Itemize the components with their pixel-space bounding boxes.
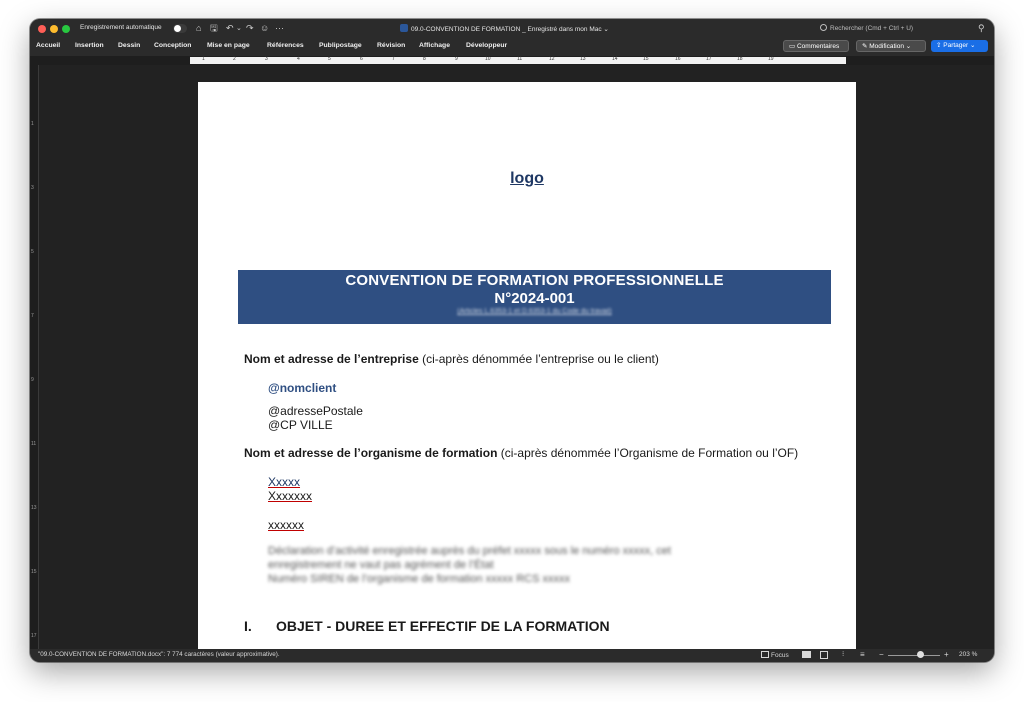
tab-insertion[interactable]: Insertion <box>75 42 104 49</box>
vruler-number: 5 <box>31 249 34 255</box>
title-bar <box>30 19 994 39</box>
search-icon <box>820 24 827 31</box>
of-heading: Nom et adresse de l’organisme de formation <box>244 446 498 460</box>
declaration-line-2: enregistrement ne vaut pas agrément de l’État <box>268 559 494 571</box>
comments-label: Commentaires <box>796 43 840 50</box>
ruler-number: 11 <box>517 56 523 62</box>
share-button[interactable] <box>931 40 988 52</box>
of-heading-line <box>244 446 798 460</box>
draft-icon[interactable]: ≡ <box>860 650 865 659</box>
ruler-number: 6 <box>360 56 363 62</box>
zoom-level[interactable]: 203 % <box>959 651 978 658</box>
word-window <box>30 19 994 662</box>
modification-button[interactable] <box>856 40 926 52</box>
vruler-number: 1 <box>31 121 34 127</box>
ruler-number: 2 <box>233 56 236 62</box>
vruler-number: 3 <box>31 185 34 191</box>
ruler-number: 12 <box>549 56 555 62</box>
of-line-2: Xxxxxxx <box>268 489 313 503</box>
home-icon[interactable]: ⌂ <box>196 23 202 33</box>
tab-developpeur[interactable]: Développeur <box>466 42 508 49</box>
redo-icon[interactable]: ↷ <box>246 23 254 33</box>
search-placeholder: Rechercher (Cmd + Ctrl + U) <box>830 25 914 32</box>
client-city: @CP VILLE <box>268 418 333 432</box>
comments-button[interactable] <box>783 40 849 52</box>
ruler-number: 15 <box>643 56 649 62</box>
tab-revision[interactable]: Révision <box>377 42 406 49</box>
client-address: @adressePostale <box>268 404 363 418</box>
zoom-in-button[interactable]: + <box>944 650 949 659</box>
zoom-out-button[interactable]: − <box>879 650 884 659</box>
ruler-number: 4 <box>297 56 300 62</box>
person-share-icon[interactable]: ⚲ <box>978 23 985 33</box>
undo-icon[interactable]: ↶ <box>226 23 234 33</box>
document-page[interactable] <box>198 82 856 649</box>
declaration-line-1: Déclaration d’activité enregistrée auprès du préfet xxxxx sous le numéro xxxxx, cet <box>268 545 671 557</box>
tab-mise-en-page[interactable]: Mise en page <box>207 42 250 49</box>
share-icon: ⇪ <box>936 42 944 49</box>
modification-label: Modification ⌄ <box>869 43 912 50</box>
tab-affichage[interactable]: Affichage <box>419 42 450 49</box>
close-window-button[interactable] <box>38 25 46 33</box>
of-line-1: Xxxxx <box>268 475 301 489</box>
web-layout-icon[interactable] <box>820 651 828 659</box>
zoom-slider-handle[interactable] <box>917 651 924 658</box>
autosave-toggle[interactable] <box>173 24 187 33</box>
ruler-number: 10 <box>485 56 491 62</box>
document-title-text: 09.0-CONVENTION DE FORMATION _ Enregistré dans mon Mac ⌄ <box>411 26 609 33</box>
share-label: Partager ⌄ <box>943 42 976 49</box>
banner-number: N°2024-001 <box>494 290 575 307</box>
autosave-label: Enregistrement automatique <box>80 24 162 31</box>
ruler-number: 18 <box>737 56 743 62</box>
outline-icon[interactable]: ⁝ <box>842 651 845 658</box>
word-doc-icon <box>400 24 408 32</box>
save-icon[interactable]: 🖫 <box>210 23 218 33</box>
tab-dessin[interactable]: Dessin <box>118 42 141 49</box>
focus-button[interactable] <box>761 651 789 659</box>
ruler-number: 9 <box>455 56 458 62</box>
banner-articles: (Articles L.6353-1 et D.6353-1 du Code du travail) <box>457 308 612 315</box>
minimize-window-button[interactable] <box>50 25 58 33</box>
client-name: @nomclient <box>268 381 337 395</box>
search-field[interactable] <box>820 24 913 32</box>
character-count[interactable]: "09.0-CONVENTION DE FORMATION.docx": 7 774 caractères (valeur approximative). <box>38 651 280 658</box>
comment-icon: ▭ <box>789 43 797 50</box>
logo-placeholder: logo <box>510 170 544 187</box>
ruler-number: 1 <box>202 56 205 62</box>
share-sheet-icon[interactable]: ☺ <box>260 23 270 33</box>
tab-references[interactable]: Références <box>267 42 304 49</box>
ruler-number: 17 <box>706 56 712 62</box>
section-1-title: OBJET - DUREE ET EFFECTIF DE LA FORMATION <box>276 618 610 634</box>
vruler-number: 7 <box>31 313 34 319</box>
vruler-number: 13 <box>31 505 37 511</box>
document-canvas[interactable] <box>39 65 994 649</box>
title-banner <box>238 270 831 324</box>
company-heading: Nom et adresse de l’entreprise <box>244 352 419 366</box>
section-1-number: I. <box>244 618 252 634</box>
ruler-number: 8 <box>423 56 426 62</box>
vruler-number: 15 <box>31 569 37 575</box>
more-icon[interactable]: ··· <box>275 23 284 33</box>
company-heading-line <box>244 352 659 366</box>
section-1-heading <box>244 618 610 634</box>
ribbon-tabs <box>30 39 994 56</box>
tab-conception[interactable]: Conception <box>154 42 192 49</box>
banner-title: CONVENTION DE FORMATION PROFESSIONNELLE <box>345 272 724 289</box>
of-line-3: xxxxxx <box>268 518 304 532</box>
tab-publipostage[interactable]: Publipostage <box>319 42 362 49</box>
ruler-number: 7 <box>392 56 395 62</box>
vruler-number: 17 <box>31 633 37 639</box>
vruler-number: 9 <box>31 377 34 383</box>
zoom-window-button[interactable] <box>62 25 70 33</box>
toggle-knob <box>174 25 181 32</box>
ruler-number: 19 <box>768 56 774 62</box>
print-layout-icon[interactable] <box>802 651 811 658</box>
vertical-ruler[interactable] <box>30 65 39 649</box>
pencil-icon: ✎ <box>862 43 870 50</box>
of-note: (ci-après dénommée l’Organisme de Formation ou l’OF) <box>497 446 799 460</box>
ruler-number: 16 <box>675 56 681 62</box>
focus-label: Focus <box>771 652 789 659</box>
declaration-line-3: Numéro SIREN de l’organisme de formation xxxxx RCS xxxxx <box>268 573 570 585</box>
document-title[interactable] <box>400 24 609 33</box>
company-note: (ci-après dénommée l’entreprise ou le client) <box>418 352 659 366</box>
undo-dropdown-icon[interactable]: ⌄ <box>236 25 242 32</box>
zoom-slider[interactable] <box>888 655 940 656</box>
ruler-number: 5 <box>328 56 331 62</box>
vruler-number: 11 <box>31 441 37 447</box>
ruler-number: 14 <box>612 56 618 62</box>
status-bar <box>30 649 994 662</box>
horizontal-ruler[interactable] <box>30 56 994 65</box>
ruler-number: 13 <box>580 56 586 62</box>
tab-accueil[interactable]: Accueil <box>36 42 61 49</box>
ruler-number: 3 <box>265 56 268 62</box>
focus-icon <box>761 651 769 658</box>
